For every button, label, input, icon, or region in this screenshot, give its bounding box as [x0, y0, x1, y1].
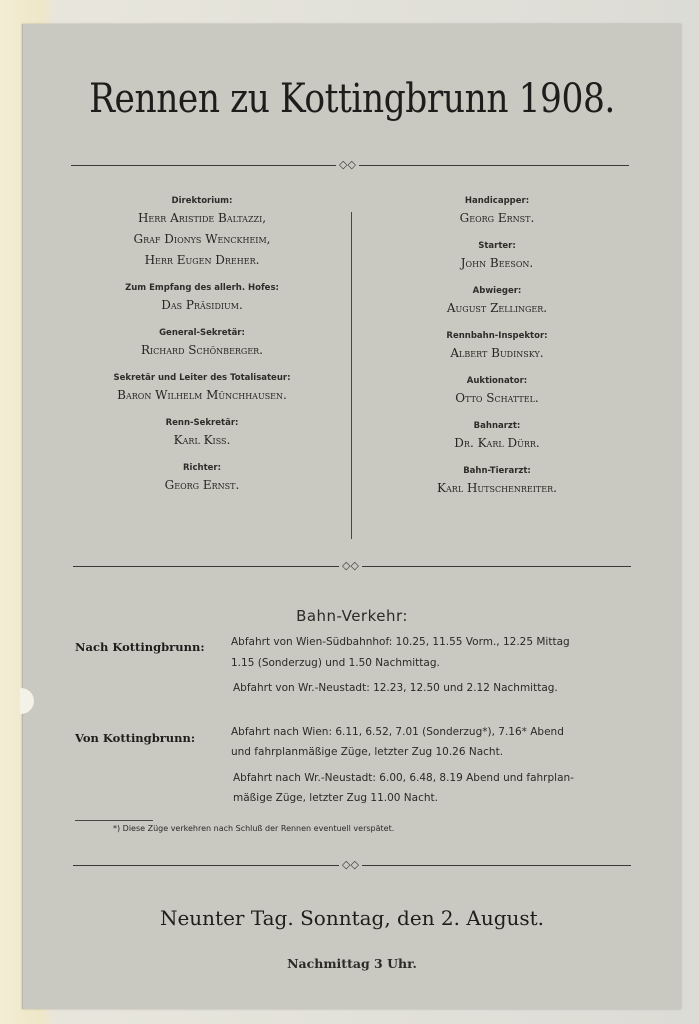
official-role: Zum Empfang des allerh. Hofes:: [125, 283, 279, 293]
official-role: Handicapper:: [464, 196, 530, 206]
official-role: Bahn-Tierarzt:: [463, 466, 531, 476]
schedule-line: Abfahrt von Wr.-Neustadt: 12.23, 12.50 und 2.12 Nachmittag.: [233, 682, 558, 694]
official-name: Graf Dionys Wenckheim,: [133, 232, 271, 246]
official-name: August Zellinger.: [446, 301, 548, 315]
official-role: Direktorium:: [171, 196, 233, 206]
footnote: *) Diese Züge verkehren nach Schluß der Rennen eventuell verspätet.: [113, 824, 395, 833]
official-role: Abwieger:: [472, 286, 522, 296]
officials-left-column: [71, 196, 333, 496]
start-time: Nachmittag 3 Uhr.: [287, 956, 417, 971]
official-name: Karl Hutschenreiter.: [437, 481, 557, 495]
official-name: Dr. Karl Dürr.: [454, 436, 540, 450]
official-role: Auktionator:: [466, 376, 528, 386]
official-name: Albert Budinsky.: [450, 346, 544, 360]
page-title: Rennen zu Kottingbrunn 1908.: [89, 76, 615, 122]
footnote-rule: [75, 820, 153, 821]
railway-heading: Bahn-Verkehr:: [296, 607, 408, 625]
ornament-icon: ◇◇: [336, 160, 359, 170]
official-role: Richter:: [183, 463, 221, 473]
official-name: Georg Ernst.: [459, 211, 535, 225]
official-name: Otto Schattel.: [455, 391, 539, 405]
column-divider: [351, 212, 352, 539]
schedule-line: mäßige Züge, letzter Zug 11.00 Nacht.: [233, 792, 438, 804]
official-role: Starter:: [478, 241, 516, 251]
official-name: Richard Schönberger.: [140, 343, 263, 357]
schedule-line: Abfahrt nach Wien: 6.11, 6.52, 7.01 (Sonderzug*), 7.16* Abend: [231, 726, 564, 738]
official-role: Sekretär und Leiter des Totalisateur:: [113, 373, 291, 383]
schedule-line: Abfahrt nach Wr.-Neustadt: 6.00, 6.48, 8.19 Abend und fahrplan-: [233, 772, 574, 784]
official-name: Baron Wilhelm Münchhausen.: [117, 388, 287, 402]
program-page: [22, 24, 681, 1009]
official-name: Das Präsidium.: [161, 298, 243, 312]
official-name: Herr Eugen Dreher.: [144, 253, 260, 267]
race-day: Neunter Tag. Sonntag, den 2. August.: [159, 906, 545, 930]
schedule-line: und fahrplanmäßige Züge, letzter Zug 10.26 Nacht.: [231, 746, 504, 758]
officials-right-column: [363, 196, 631, 499]
schedule-line: Abfahrt von Wien-Südbahnhof: 10.25, 11.55 Vorm., 12.25 Mittag: [231, 636, 570, 648]
official-role: Bahnarzt:: [473, 421, 521, 431]
from-kottingbrunn-label: Von Kottingbrunn:: [75, 731, 196, 745]
to-kottingbrunn-label: Nach Kottingbrunn:: [75, 640, 205, 654]
official-role: Renn-Sekretär:: [165, 418, 239, 428]
official-role: General-Sekretär:: [159, 328, 245, 338]
schedule-line: 1.15 (Sonderzug) und 1.50 Nachmittag.: [231, 657, 440, 669]
official-name: John Beeson.: [460, 256, 534, 270]
official-name: Herr Aristide Baltazzi,: [137, 211, 267, 225]
official-name: Karl Kiss.: [173, 433, 231, 447]
official-name: Georg Ernst.: [164, 478, 240, 492]
ornament-icon: ◇◇: [339, 860, 362, 870]
ornament-icon: ◇◇: [339, 561, 362, 571]
official-role: Rennbahn-Inspektor:: [446, 331, 548, 341]
